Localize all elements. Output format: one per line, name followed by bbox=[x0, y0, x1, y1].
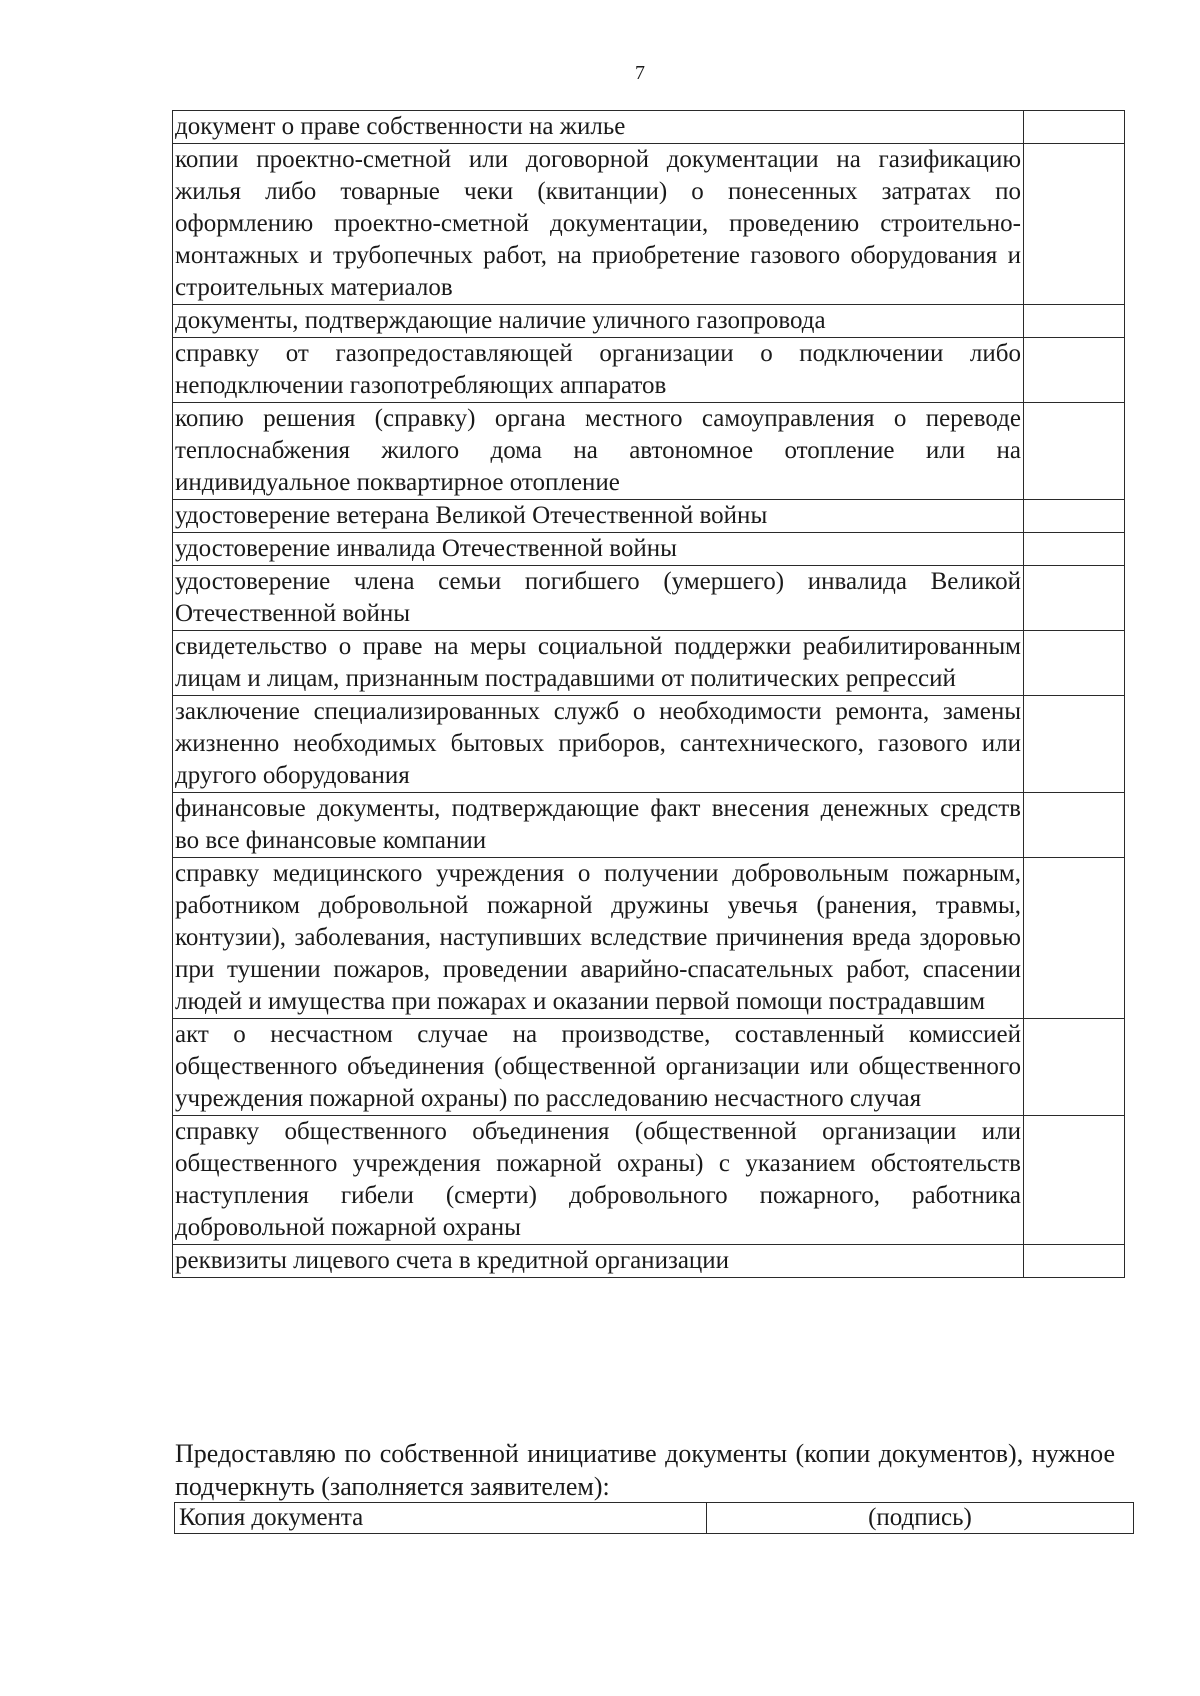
document-name-cell: справку общественного объединения (общественной организации или общественного учреждения пожарной охраны) с указанием обстоятельств наступления гибели (смерти) добровольного пожарного, работника добровольной пожарной охраны bbox=[173, 1116, 1024, 1245]
document-name-cell: финансовые документы, подтверждающие факт внесения денежных средств во все финансовые компании bbox=[173, 793, 1024, 858]
document-name-cell: копии проектно-сметной или договорной документации на газификацию жилья либо товарные чеки (квитанции) о понесенных затратах по оформлению проектно-сметной документации, проведению строительно-монтажных и трубопечных работ, на приобретение газового оборудования и строительных материалов bbox=[173, 144, 1024, 305]
document-name-cell: реквизиты лицевого счета в кредитной организации bbox=[173, 1245, 1024, 1278]
table-row bbox=[173, 305, 1125, 338]
document-mark-cell bbox=[1024, 403, 1125, 500]
table-row bbox=[173, 1116, 1125, 1245]
document-mark-cell bbox=[1024, 533, 1125, 566]
table-row bbox=[173, 500, 1125, 533]
table-row bbox=[175, 1503, 1134, 1534]
table-row bbox=[173, 144, 1125, 305]
document-mark-cell bbox=[1024, 1245, 1125, 1278]
signature-label: (подпись) bbox=[707, 1503, 1134, 1534]
document-name-cell: справку медицинского учреждения о получении добровольным пожарным, работником добровольной пожарной дружины увечья (ранения, травмы, контузии), заболевания, наступивших вследствие причинения вреда здоровью при тушении пожаров, проведении аварийно-спасательных работ, спасении людей и имущества при пожарах и оказании первой помощи пострадавшим bbox=[173, 858, 1024, 1019]
document-mark-cell bbox=[1024, 793, 1125, 858]
documents-table bbox=[172, 110, 1125, 1278]
document-name-cell: удостоверение инвалида Отечественной войны bbox=[173, 533, 1024, 566]
document-mark-cell bbox=[1024, 566, 1125, 631]
table-row bbox=[173, 111, 1125, 144]
document-mark-cell bbox=[1024, 858, 1125, 1019]
document-name-cell: удостоверение ветерана Великой Отечественной войны bbox=[173, 500, 1024, 533]
document-name-cell: документы, подтверждающие наличие уличного газопровода bbox=[173, 305, 1024, 338]
document-mark-cell bbox=[1024, 1019, 1125, 1116]
table-row bbox=[173, 793, 1125, 858]
table-row bbox=[173, 533, 1125, 566]
document-mark-cell bbox=[1024, 1116, 1125, 1245]
document-name-cell: акт о несчастном случае на производстве, составленный комиссией общественного объединения (общественной организации или общественного учреждения пожарной охраны) по расследованию несчастного случая bbox=[173, 1019, 1024, 1116]
document-mark-cell bbox=[1024, 144, 1125, 305]
table-row bbox=[173, 403, 1125, 500]
document-mark-cell bbox=[1024, 111, 1125, 144]
page-number: 7 bbox=[635, 62, 645, 84]
document-mark-cell bbox=[1024, 338, 1125, 403]
document-mark-cell bbox=[1024, 305, 1125, 338]
document-mark-cell bbox=[1024, 696, 1125, 793]
document-copy-label: Копия документа bbox=[175, 1503, 707, 1534]
table-row bbox=[173, 1245, 1125, 1278]
table-row bbox=[173, 631, 1125, 696]
table-row bbox=[173, 338, 1125, 403]
initiative-paragraph: Предоставляю по собственной инициативе документы (копии документов), нужное подчеркнуть (заполняется заявителем): bbox=[175, 1439, 1115, 1501]
signature-table bbox=[174, 1502, 1134, 1534]
document-mark-cell bbox=[1024, 500, 1125, 533]
document-name-cell: справку от газопредоставляющей организации о подключении либо неподключении газопотребляющих аппаратов bbox=[173, 338, 1024, 403]
document-name-cell: документ о праве собственности на жилье bbox=[173, 111, 1024, 144]
document-name-cell: свидетельство о праве на меры социальной поддержки реабилитированным лицам и лицам, признанным пострадавшими от политических репрессий bbox=[173, 631, 1024, 696]
table-row bbox=[173, 1019, 1125, 1116]
document-mark-cell bbox=[1024, 631, 1125, 696]
table-row bbox=[173, 858, 1125, 1019]
table-row bbox=[173, 696, 1125, 793]
document-name-cell: копию решения (справку) органа местного самоуправления о переводе теплоснабжения жилого дома на автономное отопление или на индивидуальное поквартирное отопление bbox=[173, 403, 1024, 500]
document-name-cell: удостоверение члена семьи погибшего (умершего) инвалида Великой Отечественной войны bbox=[173, 566, 1024, 631]
document-name-cell: заключение специализированных служб о необходимости ремонта, замены жизненно необходимых бытовых приборов, сантехнического, газового или другого оборудования bbox=[173, 696, 1024, 793]
table-row bbox=[173, 566, 1125, 631]
